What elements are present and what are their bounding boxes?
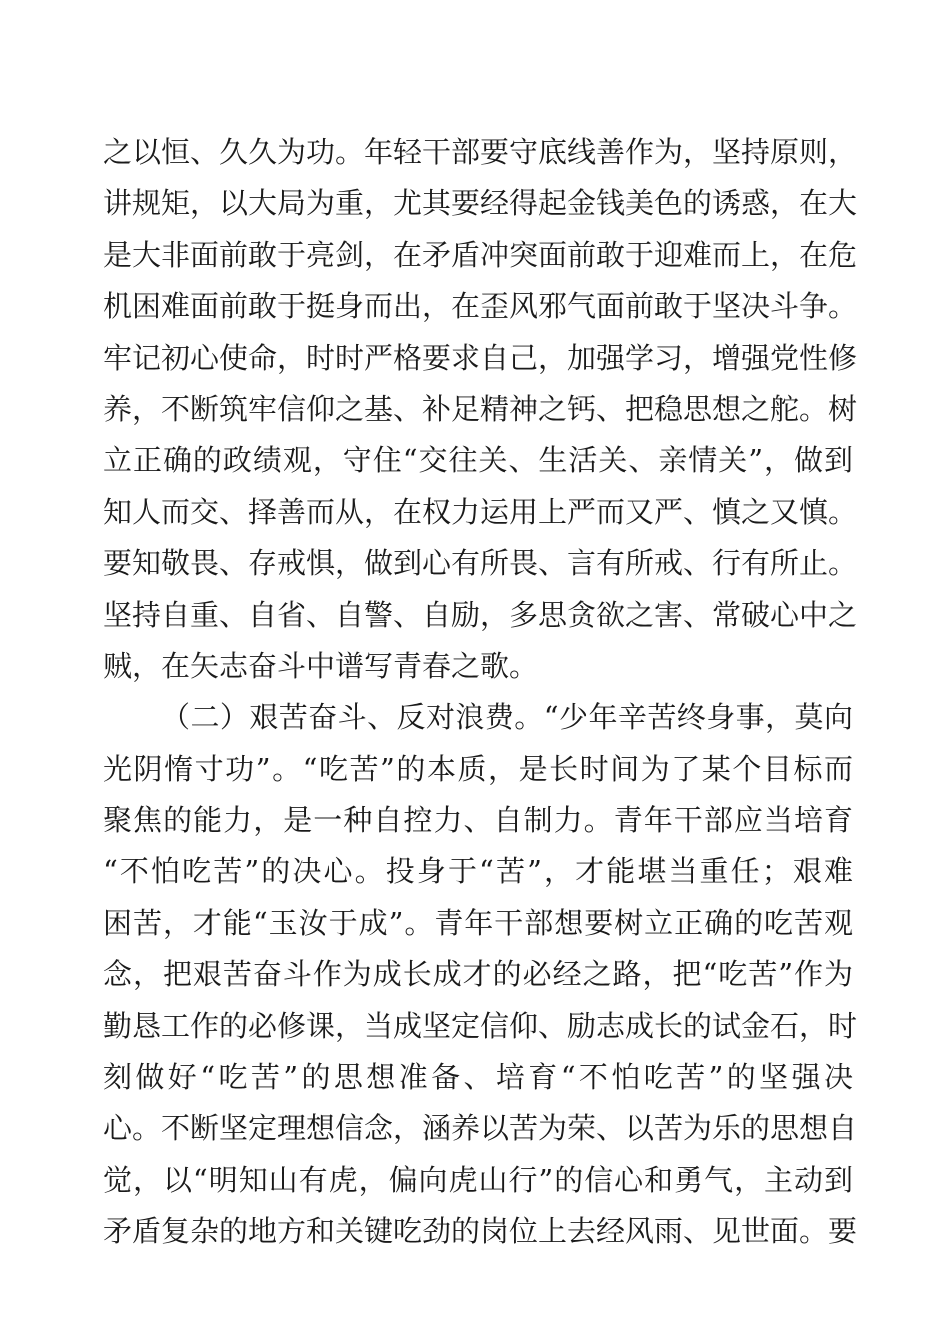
text-line: 养，不断筑牢信仰之基、补足精神之钙、把稳思想之舵。树 (103, 391, 858, 426)
text-line: 立正确的政绩观，守住“交往关、生活关、亲情关”，做到 (103, 443, 853, 478)
text-line: 矛盾复杂的地方和关键吃劲的岗位上去经风雨、见世面。要 (103, 1214, 858, 1249)
section-heading-line: （二）艰苦奋斗、反对浪费。“少年辛苦终身事，莫向 (161, 700, 853, 735)
text-line: 光阴惰寸功”。“吃苦”的本质，是长时间为了某个目标而 (103, 751, 853, 786)
text-line: 勤恳工作的必修课，当成坚定信仰、励志成长的试金石，时 (103, 1008, 858, 1043)
text-line: 念，把艰苦奋斗作为成长成才的必经之路，把“吃苦”作为 (103, 957, 853, 992)
text-line: “不怕吃苦”的决心。投身于“苦”，才能堪当重任；艰难 (103, 854, 853, 889)
text-line: 坚持自重、自省、自警、自励，多思贪欲之害、常破心中之 (103, 597, 858, 632)
text-line: 困苦，才能“玉汝于成”。青年干部想要树立正确的吃苦观 (103, 905, 853, 940)
text-line: 是大非面前敢于亮剑，在矛盾冲突面前敢于迎难而上，在危 (103, 237, 858, 272)
text-line: 觉，以“明知山有虎，偏向虎山行”的信心和勇气，主动到 (103, 1162, 853, 1197)
text-line: 刻做好“吃苦”的思想准备、培育“不怕吃苦”的坚强决 (103, 1060, 853, 1095)
text-line: 牢记初心使命，时时严格要求自己，加强学习，增强党性修 (103, 340, 858, 375)
text-line: 聚焦的能力，是一种自控力、自制力。青年干部应当培育 (103, 803, 853, 838)
text-line: 心。不断坚定理想信念，涵养以苦为荣、以苦为乐的思想自 (103, 1111, 858, 1146)
text-line: 讲规矩，以大局为重，尤其要经得起金钱美色的诱惑，在大 (103, 186, 858, 221)
paragraph-end-line: 贼，在矢志奋斗中谱写青春之歌。 (103, 648, 539, 683)
text-line: 之以恒、久久为功。年轻干部要守底线善作为，坚持原则， (103, 135, 858, 169)
text-line: 知人而交、择善而从，在权力运用上严而又严、慎之又慎。 (103, 494, 858, 529)
text-line: 机困难面前敢于挺身而出，在歪风邪气面前敢于坚决斗争。 (103, 289, 858, 324)
text-line: 要知敬畏、存戒惧，做到心有所畏、言有所戒、行有所止。 (103, 546, 858, 581)
body-text (103, 127, 858, 1258)
